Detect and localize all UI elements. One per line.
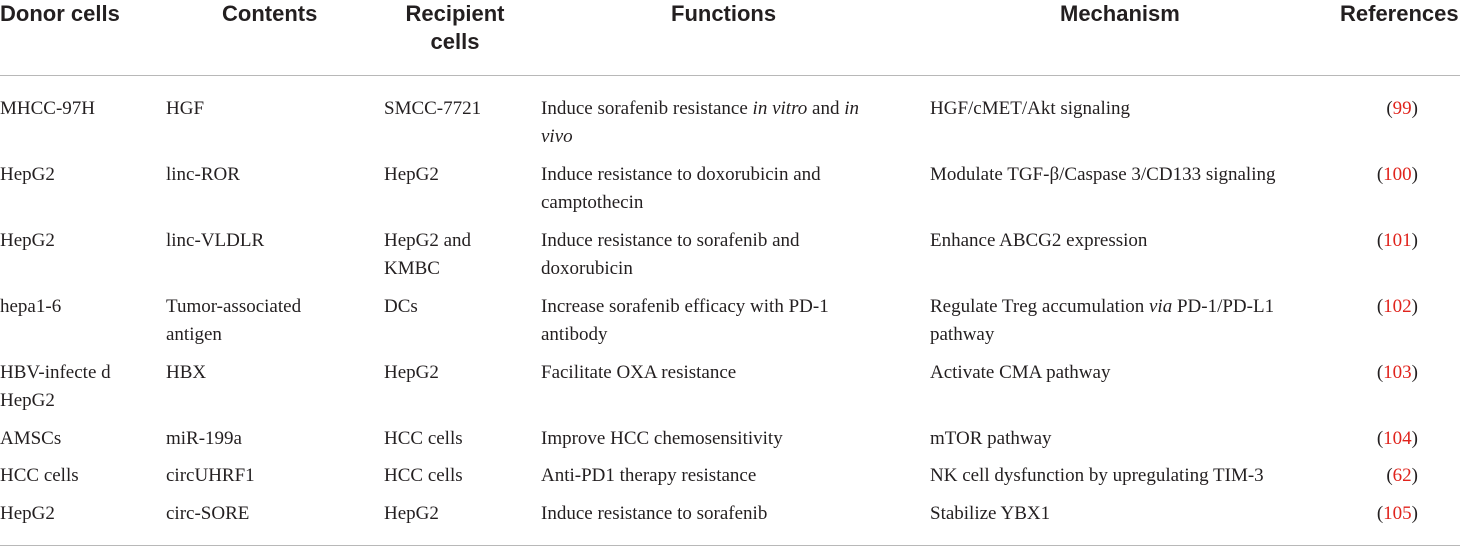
cell-line bbox=[541, 359, 736, 387]
cell-line bbox=[166, 227, 264, 255]
cell-line bbox=[930, 425, 1052, 453]
header-donor-cells: Donor cells bbox=[0, 1, 120, 26]
paren-open: ( bbox=[1386, 98, 1393, 119]
cell-mechanism bbox=[930, 359, 1110, 387]
reference-link[interactable]: 103 bbox=[1383, 362, 1412, 383]
cell-donor bbox=[0, 462, 79, 490]
cell-text: camptothecin bbox=[541, 192, 644, 213]
cell-line bbox=[0, 95, 95, 123]
reference-link[interactable]: 62 bbox=[1392, 465, 1412, 486]
cell-functions bbox=[541, 293, 829, 349]
cell-mechanism bbox=[930, 293, 1274, 349]
cell-text: Improve HCC chemosensitivity bbox=[541, 428, 783, 449]
cell-text: PD-1/PD-L1 bbox=[1172, 296, 1275, 317]
cell-functions bbox=[541, 95, 859, 151]
cell-donor bbox=[0, 425, 61, 453]
cell-text: Facilitate OXA resistance bbox=[541, 362, 737, 383]
cell-text: HepG2 bbox=[0, 390, 55, 411]
cell-reference bbox=[1386, 462, 1418, 490]
cell-text: Induce resistance to sorafenib and bbox=[541, 230, 800, 251]
cell-line bbox=[384, 161, 439, 189]
cell-text: HepG2 bbox=[0, 503, 55, 524]
cell-text: NK cell dysfunction by upregulating TIM-3 bbox=[930, 465, 1264, 486]
cell-line bbox=[541, 227, 800, 255]
cell-recipient bbox=[384, 227, 471, 283]
paren-open: ( bbox=[1376, 428, 1384, 449]
reference-link[interactable]: 101 bbox=[1383, 230, 1412, 251]
cell-contents bbox=[166, 95, 204, 123]
cell-line bbox=[0, 227, 55, 255]
cell-recipient bbox=[384, 293, 418, 321]
cell-line bbox=[930, 321, 1274, 349]
cell-text: Anti-PD1 therapy resistance bbox=[541, 465, 757, 486]
cell-text: SMCC-7721 bbox=[384, 98, 482, 119]
cell-line bbox=[930, 161, 1276, 189]
cell-donor bbox=[0, 95, 95, 123]
cell-mechanism bbox=[930, 500, 1050, 528]
cell-line bbox=[166, 359, 206, 387]
paren-close: ) bbox=[1411, 296, 1418, 317]
cell-line bbox=[384, 227, 471, 255]
cell-text: Stabilize YBX1 bbox=[930, 503, 1051, 524]
cell-text: circ-SORE bbox=[166, 503, 250, 524]
cell-line bbox=[384, 95, 481, 123]
reference-link[interactable]: 105 bbox=[1383, 503, 1412, 524]
cell-text: Induce resistance to doxorubicin and bbox=[541, 164, 821, 185]
header-rule bbox=[0, 75, 1460, 76]
cell-reference bbox=[1377, 500, 1418, 528]
paren-open: ( bbox=[1376, 362, 1384, 383]
cell-line bbox=[384, 359, 439, 387]
header-references: References bbox=[1340, 1, 1459, 26]
cell-mechanism bbox=[930, 161, 1276, 189]
cell-line bbox=[166, 500, 249, 528]
cell-line bbox=[384, 255, 471, 283]
cell-line bbox=[930, 462, 1264, 490]
cell-recipient bbox=[384, 359, 439, 387]
paren-close: ) bbox=[1411, 98, 1418, 119]
paren-open: ( bbox=[1376, 296, 1384, 317]
cell-line bbox=[930, 227, 1147, 255]
cell-line bbox=[166, 321, 301, 349]
cell-recipient bbox=[384, 462, 463, 490]
header-functions: Functions bbox=[671, 1, 777, 26]
cell-line bbox=[0, 359, 111, 387]
header-mechanism: Mechanism bbox=[1060, 1, 1180, 26]
cell-mechanism bbox=[930, 425, 1052, 453]
cell-recipient bbox=[384, 500, 439, 528]
cell-mechanism bbox=[930, 227, 1147, 255]
cell-text: HepG2 bbox=[0, 164, 55, 185]
cell-mechanism bbox=[930, 462, 1264, 490]
cell-reference bbox=[1377, 425, 1418, 453]
cell-text: mTOR pathway bbox=[930, 428, 1052, 449]
cell-functions bbox=[541, 161, 821, 217]
header-recipient-line1: Recipient bbox=[405, 1, 505, 26]
cell-line bbox=[541, 123, 859, 151]
cell-reference bbox=[1386, 95, 1418, 123]
cell-line bbox=[0, 425, 61, 453]
cell-contents bbox=[166, 293, 301, 349]
cell-text: HepG2 bbox=[384, 164, 439, 185]
reference-link[interactable]: 99 bbox=[1392, 98, 1412, 119]
paren-close: ) bbox=[1411, 503, 1418, 524]
cell-text: Induce sorafenib resistance bbox=[541, 98, 753, 119]
cell-text: MHCC-97H bbox=[0, 98, 96, 119]
cell-line bbox=[541, 321, 829, 349]
cell-line bbox=[541, 425, 783, 453]
reference-link[interactable]: 104 bbox=[1383, 428, 1412, 449]
reference-link[interactable]: 100 bbox=[1383, 164, 1412, 185]
cell-reference bbox=[1377, 227, 1418, 255]
cell-line bbox=[0, 293, 61, 321]
cell-reference bbox=[1377, 293, 1418, 321]
paren-close: ) bbox=[1411, 164, 1418, 185]
cell-line bbox=[0, 387, 111, 415]
cell-line bbox=[166, 462, 255, 490]
paren-close: ) bbox=[1411, 230, 1418, 251]
cell-text: in vitro bbox=[752, 98, 808, 119]
cell-functions bbox=[541, 227, 800, 283]
cell-text: KMBC bbox=[384, 258, 440, 279]
cell-donor bbox=[0, 293, 61, 321]
cell-line bbox=[930, 95, 1130, 123]
cell-line bbox=[930, 359, 1110, 387]
cell-text: Enhance ABCG2 expression bbox=[930, 230, 1148, 251]
cell-contents bbox=[166, 425, 242, 453]
cell-text: Increase sorafenib efficacy with PD-1 bbox=[541, 296, 829, 317]
cell-recipient bbox=[384, 425, 463, 453]
cell-donor bbox=[0, 359, 111, 415]
cell-line bbox=[0, 462, 79, 490]
cell-text: Induce resistance to sorafenib bbox=[541, 503, 768, 524]
paren-open: ( bbox=[1376, 164, 1384, 185]
cell-reference bbox=[1377, 161, 1418, 189]
cell-text: HepG2 bbox=[384, 503, 439, 524]
cell-text: and bbox=[807, 98, 845, 119]
header-recipient-cells bbox=[400, 0, 510, 56]
cell-line bbox=[384, 500, 439, 528]
cell-text: HepG2 and bbox=[384, 230, 472, 251]
cell-recipient bbox=[384, 161, 439, 189]
cell-text: DCs bbox=[384, 296, 418, 317]
cell-line bbox=[541, 293, 829, 321]
cell-line bbox=[541, 500, 767, 528]
cell-contents bbox=[166, 227, 264, 255]
paren-open: ( bbox=[1386, 465, 1393, 486]
paren-close: ) bbox=[1411, 465, 1418, 486]
cell-text: doxorubicin bbox=[541, 258, 633, 279]
cell-text: vivo bbox=[541, 126, 573, 147]
cell-text: Activate CMA pathway bbox=[930, 362, 1111, 383]
cell-functions bbox=[541, 359, 736, 387]
cell-text: HBX bbox=[166, 362, 207, 383]
cell-text: circUHRF1 bbox=[166, 465, 255, 486]
paren-close: ) bbox=[1411, 428, 1418, 449]
cell-mechanism bbox=[930, 95, 1130, 123]
cell-text: Tumor-associated bbox=[166, 296, 302, 317]
cell-line bbox=[541, 189, 821, 217]
bottom-rule bbox=[0, 545, 1460, 546]
cell-text: via bbox=[1148, 296, 1173, 317]
cell-line bbox=[384, 462, 463, 490]
cell-donor bbox=[0, 500, 55, 528]
cell-text: AMSCs bbox=[0, 428, 62, 449]
cell-recipient bbox=[384, 95, 481, 123]
reference-link[interactable]: 102 bbox=[1383, 296, 1412, 317]
cell-line bbox=[166, 161, 240, 189]
cell-text: HGF bbox=[166, 98, 205, 119]
cell-text: HGF/cMET/Akt signaling bbox=[930, 98, 1131, 119]
cell-line bbox=[0, 500, 55, 528]
cell-contents bbox=[166, 161, 240, 189]
cell-line bbox=[541, 95, 859, 123]
cell-line bbox=[541, 462, 756, 490]
cell-text: HCC cells bbox=[384, 428, 463, 449]
cell-line bbox=[166, 293, 301, 321]
cell-donor bbox=[0, 227, 55, 255]
cell-reference bbox=[1377, 359, 1418, 387]
cell-text: pathway bbox=[930, 324, 995, 345]
cell-line bbox=[930, 500, 1050, 528]
cell-text: Regulate Treg accumulation bbox=[930, 296, 1149, 317]
cell-line bbox=[384, 293, 418, 321]
paren-open: ( bbox=[1376, 503, 1384, 524]
header-recipient-line2: cells bbox=[430, 29, 480, 54]
cell-text: Modulate TGF-β/Caspase 3/CD133 signaling bbox=[930, 164, 1276, 185]
cell-contents bbox=[166, 500, 249, 528]
cell-line bbox=[384, 425, 463, 453]
cell-text: HBV-infecte d bbox=[0, 362, 111, 383]
paren-open: ( bbox=[1376, 230, 1384, 251]
cell-functions bbox=[541, 425, 783, 453]
cell-contents bbox=[166, 359, 206, 387]
header-contents: Contents bbox=[222, 1, 318, 26]
cell-text: HCC cells bbox=[0, 465, 79, 486]
cell-line bbox=[541, 255, 800, 283]
cell-text: HepG2 bbox=[0, 230, 55, 251]
paren-close: ) bbox=[1411, 362, 1418, 383]
cell-text: in bbox=[844, 98, 859, 119]
cell-text: antibody bbox=[541, 324, 608, 345]
cell-text: hepa1-6 bbox=[0, 296, 62, 317]
cell-text: linc-VLDLR bbox=[166, 230, 265, 251]
cell-donor bbox=[0, 161, 55, 189]
cell-text: HepG2 bbox=[384, 362, 439, 383]
cell-line bbox=[0, 161, 55, 189]
cell-functions bbox=[541, 500, 767, 528]
cell-text: miR-199a bbox=[166, 428, 242, 449]
cell-line bbox=[930, 293, 1274, 321]
cell-text: linc-ROR bbox=[166, 164, 240, 185]
cell-text: antigen bbox=[166, 324, 222, 345]
cell-line bbox=[166, 425, 242, 453]
cell-line bbox=[541, 161, 821, 189]
cell-contents bbox=[166, 462, 255, 490]
cell-text: HCC cells bbox=[384, 465, 463, 486]
cell-functions bbox=[541, 462, 756, 490]
cell-line bbox=[166, 95, 204, 123]
